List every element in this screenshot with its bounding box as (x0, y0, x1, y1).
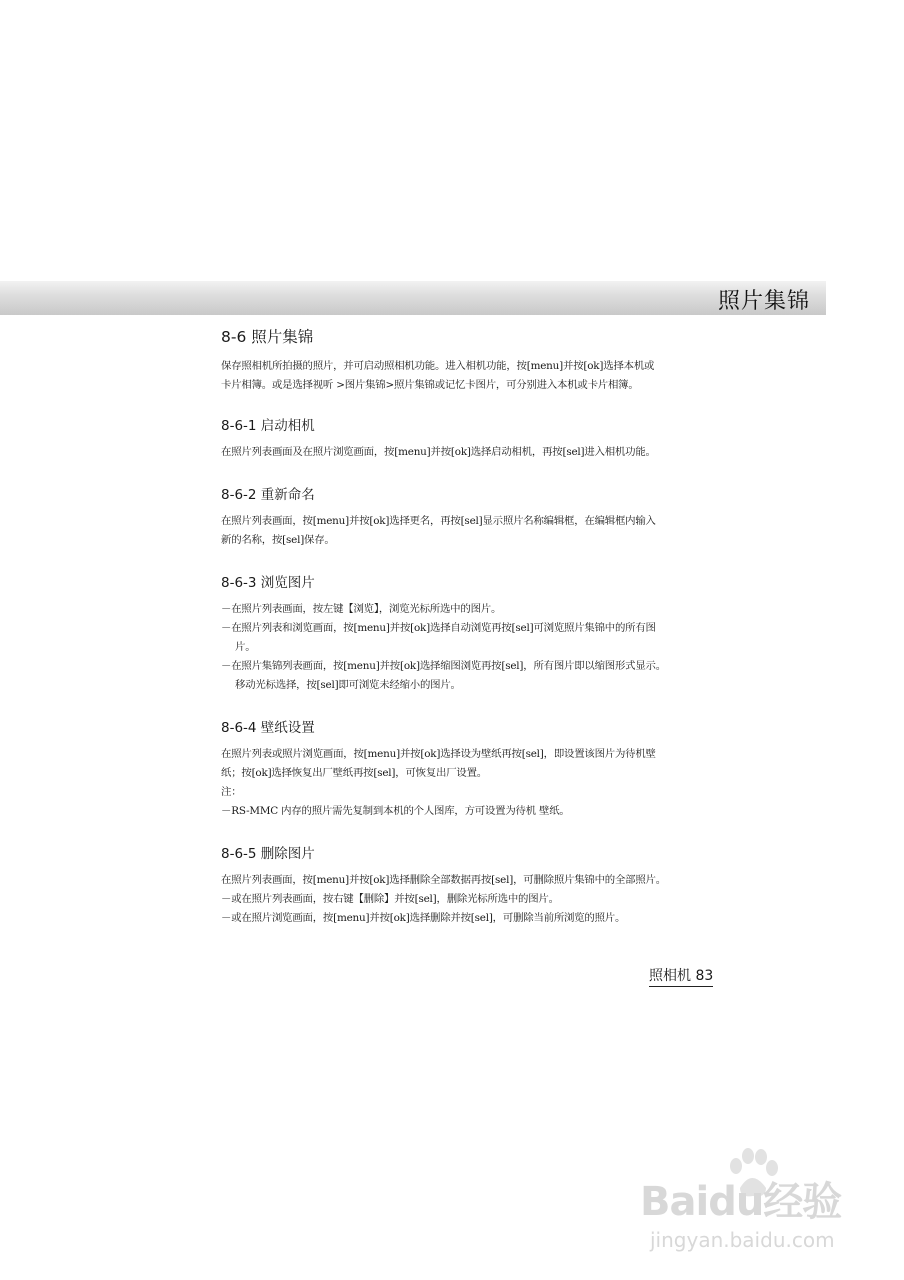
watermark-url: jingyan.baidu.com (650, 1228, 835, 1252)
section-heading: 8-6-5 删除图片 (221, 846, 315, 862)
list-item-continued: 移动光标选择，按[sel]即可浏览未经缩小的图片。 (235, 679, 461, 691)
manual-content (221, 327, 701, 952)
paragraph-line: 在照片列表画面，按[menu]并按[ok]选择删除全部数据再按[sel]，可删除照片集锦中的全部照片。 (221, 874, 666, 886)
list-item: －在照片列表画面，按左键【浏览】，浏览光标所选中的图片。 (221, 603, 502, 615)
list-item: －或在照片列表画面，按右键【删除】并按[sel]，删除光标所选中的图片。 (221, 893, 559, 905)
list-item: －在照片集锦列表画面，按[menu]并按[ok]选择缩图浏览再按[sel]，所有图片即以缩图形式显示。 (221, 660, 666, 672)
baidu-watermark (640, 1150, 860, 1260)
paragraph-line: 纸；按[ok]选择恢复出厂壁纸再按[sel]，可恢复出厂设置。 (221, 767, 487, 779)
section-8-6-1 (221, 417, 701, 462)
section-8-6-2 (221, 486, 701, 550)
note-label: 注： (221, 786, 242, 798)
section-8-6-3 (221, 574, 701, 695)
list-item: －在照片列表和浏览画面，按[menu]并按[ok]选择自动浏览再按[sel]可浏览照片集锦中的所有图 (221, 622, 656, 634)
paragraph-line: 保存照相机所拍摄的照片，并可启动照相机功能。进入相机功能，按[menu]并按[ok]选择本机或 (221, 360, 655, 372)
section-heading: 8-6-1 启动相机 (221, 418, 315, 434)
page-number: 照相机 83 (649, 965, 713, 987)
paragraph-line: 在照片列表或照片浏览画面，按[menu]并按[ok]选择设为壁纸再按[sel]，即设置该图片为待机壁 (221, 748, 656, 760)
note-item: －RS-MMC 内存的照片需先复制到本机的个人图库，方可设置为待机 壁纸。 (221, 805, 570, 817)
section-8-6 (221, 327, 701, 395)
chapter-banner (0, 281, 826, 315)
list-item-continued: 片。 (235, 641, 256, 653)
section-8-6-5 (221, 845, 701, 928)
section-8-6-4 (221, 719, 701, 821)
section-heading: 8-6-3 浏览图片 (221, 575, 315, 591)
paragraph-line: 在照片列表画面，按[menu]并按[ok]选择更名，再按[sel]显示照片名称编辑框，在编辑框内输入 (221, 515, 656, 527)
watermark-logo: Baidu经验 (640, 1179, 842, 1225)
paragraph-line: 在照片列表画面及在照片浏览画面，按[menu]并按[ok]选择启动相机，再按[sel]进入相机功能。 (221, 446, 656, 458)
paragraph-line: 卡片相簿。或是选择视听 >图片集锦>照片集锦或记忆卡图片，可分别进入本机或卡片相簿。 (221, 379, 639, 391)
chapter-title: 照片集锦 (717, 289, 810, 314)
section-heading: 8-6-4 壁纸设置 (221, 720, 315, 736)
section-heading: 8-6 照片集锦 (221, 328, 314, 346)
list-item: －或在照片浏览画面，按[menu]并按[ok]选择删除并按[sel]，可删除当前所浏览的照片。 (221, 912, 626, 924)
section-heading: 8-6-2 重新命名 (221, 487, 315, 503)
paragraph-line: 新的名称，按[sel]保存。 (221, 534, 335, 546)
